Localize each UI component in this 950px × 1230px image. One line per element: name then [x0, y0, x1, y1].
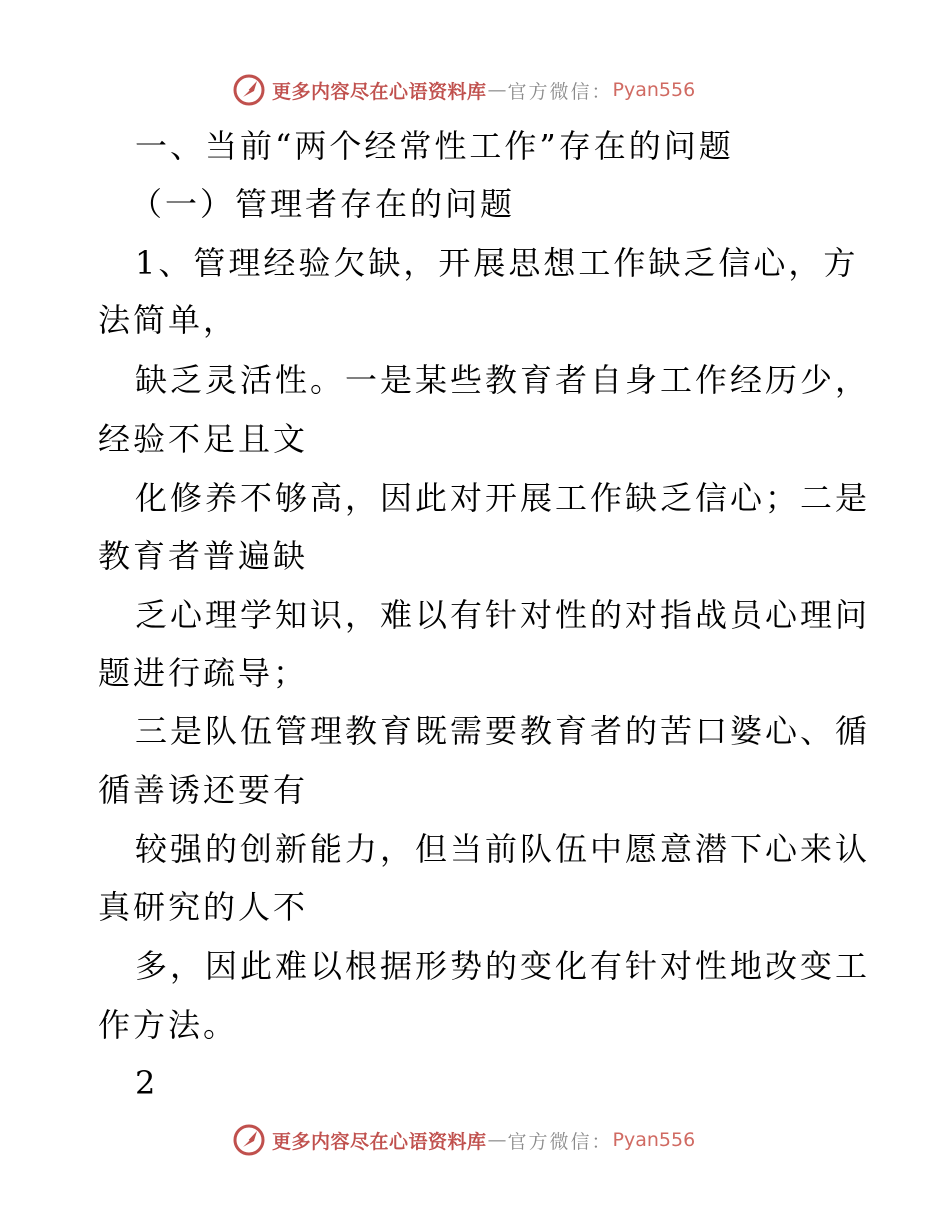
paragraph-line: 缺乏灵活性。一是某些教育者自身工作经历少， [135, 361, 871, 399]
watermark-site-name: 更多内容尽在心语资料库 [272, 1130, 487, 1153]
footer-watermark [232, 1120, 695, 1160]
watermark-wechat-label: 官方微信： [507, 80, 613, 103]
quill-logo-icon [232, 73, 266, 107]
paragraph-line: 循善诱还要有 [98, 771, 309, 809]
paragraph-line: 乏心理学知识，难以有针对性的对指战员心理问 [135, 596, 871, 634]
paragraph-line: 经验不足且文 [98, 420, 309, 458]
watermark-wechat-id: Pyan556 [612, 79, 696, 101]
paragraph-line: 三是队伍管理教育既需要教育者的苦口婆心、循 [135, 712, 871, 750]
watermark-site-name: 更多内容尽在心语资料库 [272, 80, 487, 103]
paragraph-line: 化修养不够高，因此对开展工作缺乏信心；二是 [135, 479, 871, 517]
paragraph-line: 法简单， [98, 301, 239, 339]
subsection-heading: （一）管理者存在的问题 [130, 185, 516, 223]
watermark-dash: — [487, 79, 507, 101]
watermark-wechat-id: Pyan556 [612, 1129, 696, 1151]
paragraph-line: 真研究的人不 [98, 888, 309, 926]
watermark-dash: — [487, 1129, 507, 1151]
paragraph-line: 多，因此难以根据形势的变化有针对性地改变工 [135, 947, 871, 985]
paragraph-line: 题进行疏导； [98, 654, 309, 692]
page-number: 2 [135, 1064, 159, 1102]
paragraph-line: 1、管理经验欠缺，开展思想工作缺乏信心，方 [135, 244, 859, 282]
quill-logo-icon [232, 1123, 266, 1157]
header-watermark [232, 70, 695, 110]
paragraph-line: 作方法。 [98, 1006, 239, 1044]
paragraph-line: 教育者普遍缺 [98, 537, 309, 575]
watermark-wechat-label: 官方微信： [507, 1130, 613, 1153]
section-heading: 一、当前“两个经常性工作”存在的问题 [135, 127, 734, 165]
paragraph-line: 较强的创新能力，但当前队伍中愿意潜下心来认 [135, 830, 871, 868]
